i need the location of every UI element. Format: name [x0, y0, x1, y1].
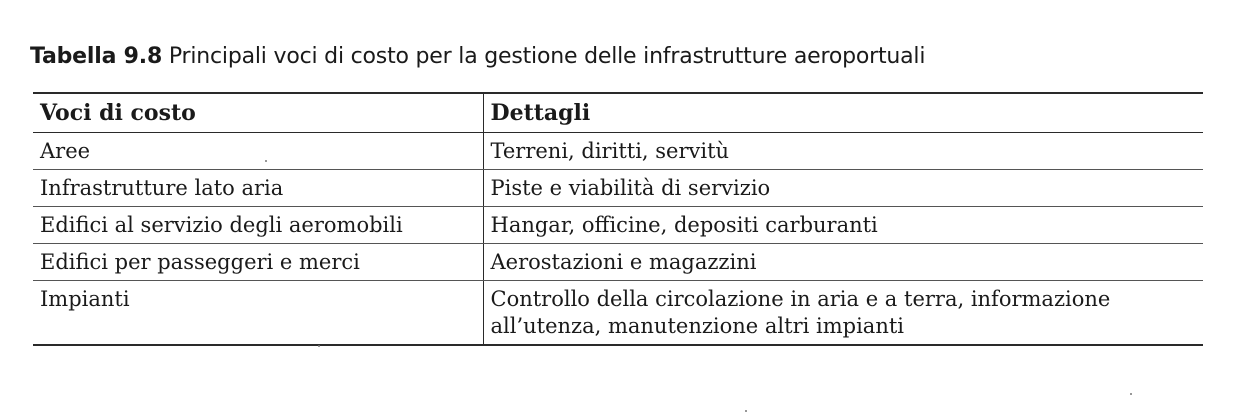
table-row	[33, 170, 1203, 207]
cell-voce: Impianti	[33, 281, 483, 345]
cost-table	[33, 94, 1203, 344]
cell-voce: Aree	[33, 133, 483, 170]
header-voci-di-costo: Voci di costo	[33, 94, 483, 133]
caption-text: Principali voci di costo per la gestione delle infrastrutture aeroportuali	[168, 44, 926, 69]
cell-voce: Edifici al servizio degli aeromobili	[33, 207, 483, 244]
cell-dettagli: Controllo della circolazione in aria e a terra, informazione all’utenza, manutenzione altri impianti	[490, 287, 1111, 338]
cell-voce: Infrastrutture lato aria	[33, 170, 483, 207]
cell-voce: Edifici per passeggeri e merci	[33, 244, 483, 281]
header-dettagli: Dettagli	[483, 94, 1203, 133]
table-row	[33, 244, 1203, 281]
scan-speck	[265, 160, 267, 162]
cell-dettagli: Hangar, officine, depositi carburanti	[483, 207, 1203, 244]
scan-speck	[318, 345, 320, 347]
cell-dettagli: Terreni, diritti, servitù	[483, 133, 1203, 170]
table-header-row	[33, 94, 1203, 133]
table-caption	[30, 44, 925, 69]
table-row	[33, 133, 1203, 170]
scan-speck	[745, 410, 747, 412]
cost-table-container	[33, 92, 1203, 346]
caption-label: Tabella 9.8	[30, 44, 163, 69]
table-row	[33, 207, 1203, 244]
scan-speck	[1130, 393, 1132, 395]
cell-dettagli: Aerostazioni e magazzini	[483, 244, 1203, 281]
cell-dettagli: Piste e viabilità di servizio	[483, 170, 1203, 207]
table-row	[33, 281, 1203, 345]
